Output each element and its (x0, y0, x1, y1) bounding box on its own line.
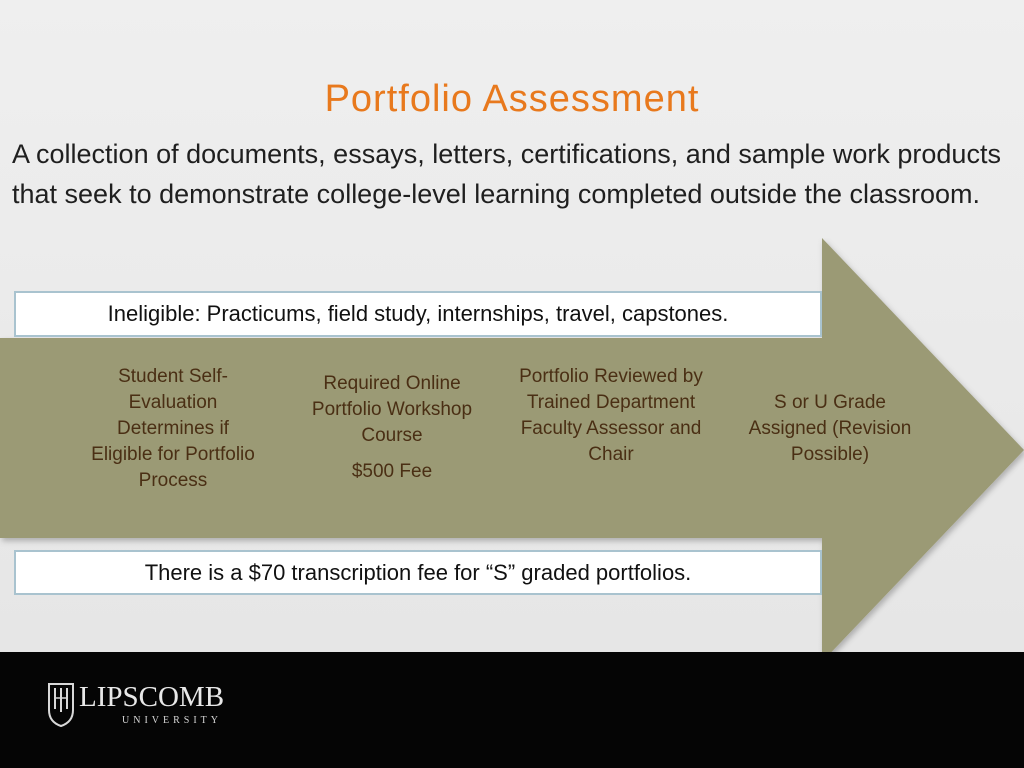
step-text: Student Self-Evaluation Determines if Eligible for Portfolio Process (91, 366, 255, 491)
crest-icon (46, 682, 76, 728)
workshop-fee: $500 Fee (351, 461, 433, 482)
portfolio-description: A collection of documents, essays, letters, certifications, and sample work products that seek to demonstrate college-level learning completed outside the classroom. (12, 139, 1001, 209)
slide-title: Portfolio Assessment (324, 78, 700, 120)
transcription-fee-callout: There is a $70 transcription fee for “S” graded portfolios. (14, 550, 822, 595)
university-logo (46, 682, 226, 732)
step-text: Portfolio Reviewed by Trained Department Faculty Assessor and Chair (519, 366, 703, 465)
step-text: S or U Grade Assigned (Revision Possible) (748, 392, 912, 465)
step-text: Required Online Portfolio Workshop Course (311, 373, 473, 446)
logo-wordmark: LIPSCOMB (79, 681, 225, 713)
step-grade (748, 390, 912, 468)
step-review (515, 364, 707, 468)
ineligible-callout: Ineligible: Practicums, field study, internships, travel, capstones. (14, 291, 822, 337)
step-workshop (300, 371, 484, 485)
logo-subtext: UNIVERSITY (122, 715, 222, 726)
step-self-evaluation (88, 364, 258, 494)
